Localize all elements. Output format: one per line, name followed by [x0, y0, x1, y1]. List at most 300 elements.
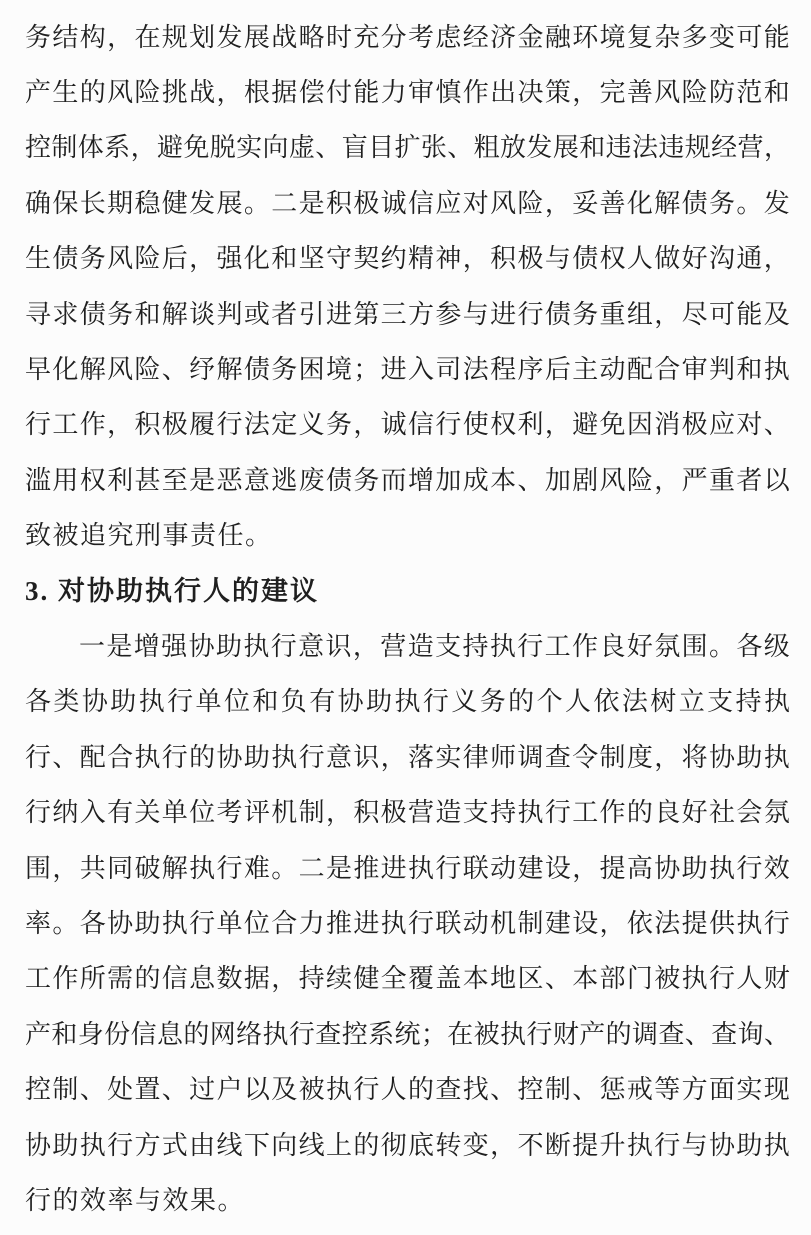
character-glyph: 造: [435, 798, 462, 828]
character-glyph: 各: [736, 631, 763, 661]
character-glyph: 制: [52, 1075, 79, 1105]
character-glyph: 执: [79, 1130, 106, 1160]
character-glyph: 落: [408, 742, 435, 772]
character-glyph: 二: [298, 853, 325, 883]
character-glyph: 营: [737, 133, 764, 163]
character-glyph: 债: [79, 299, 106, 329]
character-glyph: 偿: [298, 78, 325, 108]
character-glyph: 做: [654, 244, 681, 274]
character-glyph: 动: [599, 355, 626, 385]
character-glyph: 寻: [25, 299, 52, 329]
character-glyph: 控: [25, 1075, 52, 1105]
character-glyph: 发: [189, 188, 216, 218]
character-glyph: 入: [79, 798, 106, 828]
character-glyph: 展: [243, 22, 270, 52]
character-glyph: 定: [271, 410, 298, 440]
character-glyph: 行: [736, 853, 763, 883]
character-glyph: 强: [216, 244, 243, 274]
character-glyph: 权: [490, 410, 517, 440]
text-line: [25, 841, 790, 896]
text-line: [25, 785, 790, 840]
character-glyph: 协: [216, 742, 243, 772]
character-glyph: 引: [298, 299, 325, 329]
character-glyph: 避: [156, 133, 183, 163]
character-glyph: 司: [435, 355, 462, 385]
text-line: [25, 896, 790, 951]
character-glyph: 虑: [435, 22, 462, 52]
character-glyph: 和: [736, 355, 763, 385]
character-glyph: ；: [353, 355, 380, 385]
character-glyph: 和: [134, 299, 161, 329]
character-glyph: 变: [462, 1130, 489, 1160]
character-glyph: 执: [138, 687, 165, 717]
character-glyph: 持: [735, 687, 762, 717]
character-glyph: 精: [408, 244, 435, 274]
character-glyph: 成: [462, 465, 489, 495]
character-glyph: ，: [107, 410, 134, 440]
character-glyph: 极: [517, 244, 544, 274]
character-glyph: 工: [25, 964, 52, 994]
character-glyph: 协: [25, 1130, 52, 1160]
character-glyph: 执: [161, 908, 188, 938]
character-glyph: 执: [243, 631, 270, 661]
character-glyph: 行: [708, 964, 735, 994]
character-glyph: 。: [52, 908, 79, 938]
character-glyph: 单: [161, 798, 188, 828]
character-glyph: 行: [25, 742, 52, 772]
character-glyph: 工: [544, 631, 571, 661]
character-glyph: 行: [298, 742, 325, 772]
character-glyph: 人: [380, 1075, 407, 1105]
character-glyph: 以: [763, 465, 790, 495]
character-glyph: 执: [681, 964, 708, 994]
character-glyph: 入: [408, 355, 435, 385]
character-glyph: 义: [298, 410, 325, 440]
character-glyph: 持: [462, 631, 489, 661]
character-glyph: 控: [517, 1075, 544, 1105]
character-glyph: 的: [79, 78, 106, 108]
character-glyph: 张: [420, 133, 447, 163]
character-glyph: 战: [271, 22, 298, 52]
character-glyph: 的: [508, 687, 535, 717]
character-glyph: ，: [654, 742, 681, 772]
text-line: [25, 10, 790, 65]
character-glyph: 加: [544, 465, 571, 495]
character-glyph: 制: [544, 1075, 571, 1105]
character-glyph: 债: [52, 244, 79, 274]
character-glyph: 制: [51, 133, 78, 163]
character-glyph: ，: [599, 908, 626, 938]
character-glyph: 债: [325, 465, 352, 495]
character-glyph: 查: [711, 1019, 738, 1049]
character-glyph: 和: [579, 133, 606, 163]
character-glyph: 三: [380, 299, 407, 329]
character-glyph: 善: [626, 78, 653, 108]
character-glyph: 利: [517, 410, 544, 440]
character-glyph: 设: [544, 853, 571, 883]
character-glyph: 将: [681, 742, 708, 772]
character-glyph: 执: [626, 1130, 653, 1160]
character-glyph: 意: [325, 742, 352, 772]
character-glyph: 能: [353, 78, 380, 108]
character-glyph: 滥: [25, 465, 52, 495]
character-glyph: 个: [536, 687, 563, 717]
character-glyph: 行: [288, 1019, 315, 1049]
character-glyph: 执: [500, 1019, 527, 1049]
character-glyph: 协: [708, 1130, 735, 1160]
character-glyph: 行: [353, 1075, 380, 1105]
character-glyph: 剧: [572, 465, 599, 495]
character-glyph: 二: [271, 188, 298, 218]
character-glyph: ，: [353, 410, 380, 440]
text-line: [25, 730, 790, 785]
character-glyph: 守: [325, 244, 352, 274]
text-line: [25, 952, 790, 1007]
character-glyph: 数: [216, 964, 243, 994]
character-glyph: 不: [517, 1130, 544, 1160]
character-glyph: 、: [161, 355, 188, 385]
character-glyph: 纾: [189, 355, 216, 385]
character-glyph: 查: [544, 742, 571, 772]
character-glyph: 信: [161, 964, 188, 994]
character-glyph: 解: [161, 853, 188, 883]
character-glyph: 位: [223, 687, 250, 717]
character-glyph: 后: [161, 244, 188, 274]
character-glyph: ，: [544, 188, 571, 218]
character-glyph: 识: [325, 631, 352, 661]
character-glyph: 权: [79, 465, 106, 495]
text-line: [25, 232, 790, 287]
character-glyph: 识: [353, 742, 380, 772]
character-glyph: 是: [298, 188, 325, 218]
character-glyph: 向: [262, 133, 289, 163]
character-glyph: 行: [544, 798, 571, 828]
character-glyph: ，: [544, 410, 571, 440]
character-glyph: 造: [407, 631, 434, 661]
character-glyph: ，: [130, 133, 157, 163]
character-glyph: 。: [708, 631, 735, 661]
line-text: 行的效率与效果。: [25, 1185, 246, 1215]
character-glyph: 制: [517, 908, 544, 938]
character-glyph: ，: [572, 78, 599, 108]
character-glyph: 行: [167, 687, 194, 717]
character-glyph: 评: [243, 798, 270, 828]
character-glyph: 策: [544, 78, 571, 108]
character-glyph: 建: [544, 908, 571, 938]
text-line: [25, 342, 790, 397]
character-glyph: 法: [243, 410, 270, 440]
character-glyph: 进: [380, 355, 407, 385]
text-line: [25, 287, 790, 342]
character-glyph: 纳: [52, 798, 79, 828]
character-glyph: 用: [52, 465, 79, 495]
character-glyph: 的: [189, 742, 216, 772]
character-glyph: 现: [763, 1075, 790, 1105]
character-glyph: 多: [681, 22, 708, 52]
character-glyph: 覆: [408, 964, 435, 994]
character-glyph: 实: [435, 742, 462, 772]
character-glyph: 、: [447, 133, 474, 163]
character-glyph: 助: [134, 908, 161, 938]
character-glyph: 转: [435, 1130, 462, 1160]
character-glyph: 类: [53, 687, 80, 717]
character-glyph: 行: [517, 631, 544, 661]
character-glyph: 应: [435, 188, 462, 218]
character-glyph: 债: [572, 244, 599, 274]
character-glyph: 权: [599, 244, 626, 274]
character-glyph: 作: [572, 631, 599, 661]
character-glyph: 律: [462, 742, 489, 772]
character-glyph: 实: [736, 1075, 763, 1105]
character-glyph: 严: [681, 465, 708, 495]
character-glyph: 应: [708, 410, 735, 440]
line-text: 致被追究刑事责任。: [25, 521, 273, 551]
character-glyph: 略: [298, 22, 325, 52]
character-glyph: 惩: [599, 1075, 626, 1105]
character-glyph: ，: [271, 964, 298, 994]
character-glyph: 慎: [435, 78, 462, 108]
character-glyph: 信: [408, 188, 435, 218]
character-glyph: 意: [298, 631, 325, 661]
character-glyph: 划: [189, 22, 216, 52]
character-glyph: 发: [216, 22, 243, 52]
character-glyph: 本: [462, 964, 489, 994]
character-glyph: 率: [25, 908, 52, 938]
character-glyph: 的: [183, 1019, 210, 1049]
character-glyph: 在: [134, 22, 161, 52]
character-glyph: 设: [572, 908, 599, 938]
character-glyph: 身: [77, 1019, 104, 1049]
character-glyph: 助: [736, 1130, 763, 1160]
character-glyph: 提: [572, 1130, 599, 1160]
character-glyph: 风: [107, 355, 134, 385]
character-glyph: 向: [271, 1130, 298, 1160]
character-glyph: 息: [156, 1019, 183, 1049]
character-glyph: 时: [325, 22, 352, 52]
character-glyph: 底: [408, 1130, 435, 1160]
character-glyph: 方: [134, 1130, 161, 1160]
character-glyph: 调: [517, 742, 544, 772]
character-glyph: 粗: [473, 133, 500, 163]
character-glyph: 执: [262, 1019, 289, 1049]
character-glyph: 法: [654, 908, 681, 938]
character-glyph: 序: [517, 355, 544, 385]
character-glyph: 增: [133, 631, 160, 661]
character-glyph: 是: [189, 465, 216, 495]
character-glyph: 执: [271, 742, 298, 772]
character-glyph: 同: [107, 853, 134, 883]
character-glyph: 坚: [298, 244, 325, 274]
character-glyph: 机: [490, 908, 517, 938]
character-glyph: 进: [380, 853, 407, 883]
character-glyph: 妥: [572, 188, 599, 218]
character-glyph: 风: [599, 465, 626, 495]
text-line: [25, 453, 790, 508]
character-glyph: 至: [161, 465, 188, 495]
character-glyph: 重: [599, 299, 626, 329]
character-glyph: 能: [763, 22, 790, 52]
character-glyph: 务: [107, 299, 134, 329]
character-glyph: ；: [420, 1019, 447, 1049]
character-glyph: 付: [325, 78, 352, 108]
character-glyph: 通: [736, 244, 763, 274]
character-glyph: 协: [337, 687, 364, 717]
character-glyph: ，: [325, 798, 352, 828]
character-glyph: ，: [490, 1130, 517, 1160]
character-glyph: 的: [626, 798, 653, 828]
character-glyph: 意: [243, 465, 270, 495]
character-glyph: 审: [408, 78, 435, 108]
character-glyph: 健: [353, 964, 380, 994]
character-glyph: 尽: [681, 299, 708, 329]
character-glyph: 据: [271, 78, 298, 108]
character-glyph: 一: [79, 631, 106, 661]
character-glyph: 执: [763, 1130, 790, 1160]
character-glyph: 险: [517, 188, 544, 218]
character-glyph: 积: [325, 188, 352, 218]
character-glyph: 行: [517, 299, 544, 329]
character-glyph: 极: [353, 188, 380, 218]
text-line: [25, 121, 790, 176]
character-glyph: 体: [77, 133, 104, 163]
character-glyph: 完: [599, 78, 626, 108]
character-glyph: 防: [708, 78, 735, 108]
character-glyph: 、: [79, 1075, 106, 1105]
character-glyph: 展: [552, 133, 579, 163]
character-glyph: 风: [490, 188, 517, 218]
character-glyph: 困: [298, 355, 325, 385]
character-glyph: 力: [298, 908, 325, 938]
character-glyph: 协: [654, 853, 681, 883]
character-glyph: 续: [325, 964, 352, 994]
character-glyph: 、: [52, 742, 79, 772]
character-glyph: 人: [736, 964, 763, 994]
character-glyph: 各: [25, 687, 52, 717]
character-glyph: 杂: [654, 22, 681, 52]
character-glyph: 健: [161, 188, 188, 218]
character-glyph: 。: [243, 188, 270, 218]
character-glyph: 合: [107, 742, 134, 772]
character-glyph: 经: [462, 22, 489, 52]
character-glyph: 置: [134, 1075, 161, 1105]
character-glyph: 恶: [216, 465, 243, 495]
character-glyph: ，: [462, 244, 489, 274]
character-glyph: 利: [107, 465, 134, 495]
character-glyph: 找: [462, 1075, 489, 1105]
character-glyph: 出: [490, 78, 517, 108]
character-glyph: 戒: [626, 1075, 653, 1105]
character-glyph: 战: [189, 78, 216, 108]
character-glyph: 能: [736, 299, 763, 329]
character-glyph: 财: [763, 964, 790, 994]
character-glyph: 强: [161, 631, 188, 661]
character-glyph: 方: [681, 1075, 708, 1105]
character-glyph: 是: [325, 853, 352, 883]
character-glyph: 、: [161, 1075, 188, 1105]
character-glyph: 结: [52, 22, 79, 52]
character-glyph: 分: [380, 22, 407, 52]
character-glyph: 沟: [708, 244, 735, 274]
character-glyph: 善: [599, 188, 626, 218]
character-glyph: 破: [134, 853, 161, 883]
character-glyph: 和: [252, 687, 279, 717]
character-glyph: 进: [325, 299, 352, 329]
character-glyph: 执: [189, 853, 216, 883]
character-glyph: 控: [341, 1019, 368, 1049]
character-glyph: 积: [353, 798, 380, 828]
character-glyph: 法: [631, 133, 658, 163]
character-glyph: 废: [298, 465, 325, 495]
character-glyph: 行: [408, 908, 435, 938]
character-glyph: 支: [707, 687, 734, 717]
character-glyph: 好: [626, 631, 653, 661]
character-glyph: 进: [490, 299, 517, 329]
character-glyph: 升: [599, 1130, 626, 1160]
character-glyph: 期: [107, 188, 134, 218]
character-glyph: 脱: [209, 133, 236, 163]
character-glyph: 执: [408, 853, 435, 883]
character-glyph: ，: [654, 465, 681, 495]
character-glyph: 或: [243, 299, 270, 329]
character-glyph: 提: [599, 853, 626, 883]
character-glyph: 主: [572, 355, 599, 385]
character-glyph: 违: [658, 133, 685, 163]
character-glyph: 和: [51, 1019, 78, 1049]
character-glyph: 执: [380, 908, 407, 938]
character-glyph: 行: [654, 1130, 681, 1160]
character-glyph: 营: [380, 631, 407, 661]
character-glyph: 共: [79, 853, 106, 883]
character-glyph: 保: [52, 188, 79, 218]
character-glyph: ，: [216, 78, 243, 108]
character-glyph: 长: [79, 188, 106, 218]
character-glyph: 确: [25, 188, 52, 218]
section-heading: [25, 564, 790, 619]
character-glyph: 良: [654, 798, 681, 828]
character-glyph: 执: [763, 687, 790, 717]
character-glyph: 良: [599, 631, 626, 661]
character-glyph: 消: [654, 410, 681, 440]
character-glyph: 协: [188, 631, 215, 661]
character-glyph: 被: [473, 1019, 500, 1049]
character-glyph: 网: [209, 1019, 236, 1049]
character-glyph: 处: [107, 1075, 134, 1105]
character-glyph: 与: [681, 1130, 708, 1160]
character-glyph: 谈: [189, 299, 216, 329]
character-glyph: 规: [684, 133, 711, 163]
character-glyph: 助: [52, 1130, 79, 1160]
character-glyph: 行: [189, 908, 216, 938]
character-glyph: 及: [763, 299, 790, 329]
character-glyph: 查: [435, 1075, 462, 1105]
character-glyph: 部: [599, 964, 626, 994]
character-glyph: 协: [708, 742, 735, 772]
character-glyph: 作: [462, 78, 489, 108]
character-glyph: 避: [572, 410, 599, 440]
character-glyph: 务: [25, 22, 52, 52]
character-glyph: 依: [626, 908, 653, 938]
text-line: [25, 65, 790, 120]
character-glyph: 违: [605, 133, 632, 163]
character-glyph: 本: [490, 465, 517, 495]
character-glyph: ，: [52, 853, 79, 883]
character-glyph: 息: [189, 964, 216, 994]
character-glyph: 产: [25, 78, 52, 108]
character-glyph: 机: [271, 798, 298, 828]
character-glyph: 络: [236, 1019, 263, 1049]
character-glyph: 信: [130, 1019, 157, 1049]
character-glyph: 险: [134, 355, 161, 385]
